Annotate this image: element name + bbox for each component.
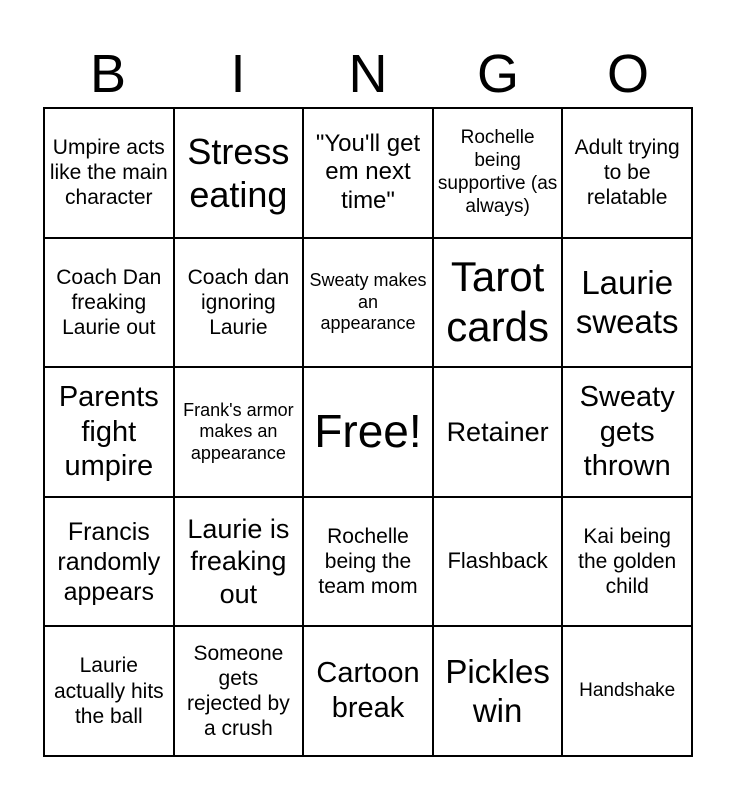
bingo-cell[interactable] (303, 108, 433, 238)
bingo-cell[interactable] (562, 238, 692, 368)
bingo-cell-text: Adult trying to be relatable (574, 136, 680, 210)
bingo-cell[interactable] (303, 238, 433, 368)
bingo-cell[interactable] (44, 367, 174, 497)
bingo-cell-text: Stress eating (187, 130, 290, 215)
bingo-cell[interactable] (562, 367, 692, 497)
bingo-cell[interactable] (433, 497, 563, 627)
bingo-cell-text: Tarot cards (446, 253, 549, 351)
bingo-cell-text: Laurie actually hits the ball (53, 654, 164, 728)
bingo-board (43, 107, 693, 757)
bingo-cell[interactable] (433, 626, 563, 756)
bingo-cell[interactable] (44, 626, 174, 756)
bingo-cell-text: "You'll get em next time" (315, 129, 421, 215)
bingo-cell[interactable] (174, 626, 304, 756)
bingo-cell-text: Flashback (447, 548, 548, 574)
bingo-cell-text: Pickles win (445, 652, 550, 730)
bingo-cell-text: Sweaty makes an appearance (309, 270, 427, 334)
bingo-cell[interactable] (174, 367, 304, 497)
bingo-cell[interactable] (562, 626, 692, 756)
bingo-cell[interactable] (433, 238, 563, 368)
bingo-cell[interactable] (433, 108, 563, 238)
bingo-cell[interactable] (44, 497, 174, 627)
bingo-cell-text: Rochelle being the team mom (318, 524, 418, 599)
bingo-cell-text: Laurie is freaking out (187, 514, 290, 609)
bingo-header (43, 40, 693, 108)
bingo-cell-text: Coach dan ignoring Laurie (187, 265, 290, 339)
header-letter-g: G (476, 44, 519, 104)
bingo-cell-text: Frank's armor makes an appearance (183, 399, 294, 463)
header-letter-i: I (230, 44, 246, 104)
header-letter-n: N (348, 44, 388, 104)
bingo-cell-text: Cartoon break (316, 657, 420, 725)
bingo-cell-text: Retainer (446, 416, 549, 447)
bingo-cell[interactable] (303, 497, 433, 627)
bingo-cell-text: Someone gets rejected by a crush (187, 641, 290, 741)
bingo-cell-text: Rochelle being supportive (as always) (437, 127, 558, 217)
bingo-cell-text: Kai being the golden child (578, 524, 677, 599)
bingo-cell-text: Coach Dan freaking Laurie out (56, 265, 162, 339)
bingo-cell[interactable] (433, 367, 563, 497)
free-space-cell[interactable] (303, 367, 433, 497)
bingo-cell[interactable] (44, 108, 174, 238)
bingo-cell-text: Free! (314, 405, 422, 458)
bingo-cell[interactable] (174, 497, 304, 627)
bingo-cell-text: Francis randomly appears (57, 517, 161, 606)
header-letter-b: B (89, 44, 127, 104)
bingo-cell-text: Umpire acts like the main character (49, 136, 168, 210)
bingo-cell[interactable] (562, 497, 692, 627)
bingo-cell[interactable] (562, 108, 692, 238)
header-letter-o: O (606, 44, 649, 104)
bingo-cell[interactable] (44, 238, 174, 368)
bingo-cell-text: Laurie sweats (575, 263, 679, 341)
bingo-cell[interactable] (174, 238, 304, 368)
bingo-cell[interactable] (174, 108, 304, 238)
bingo-cell-text: Handshake (579, 679, 676, 701)
bingo-cell-text: Sweaty gets thrown (579, 380, 675, 483)
bingo-cell[interactable] (303, 626, 433, 756)
bingo-cell-text: Parents fight umpire (58, 380, 159, 483)
